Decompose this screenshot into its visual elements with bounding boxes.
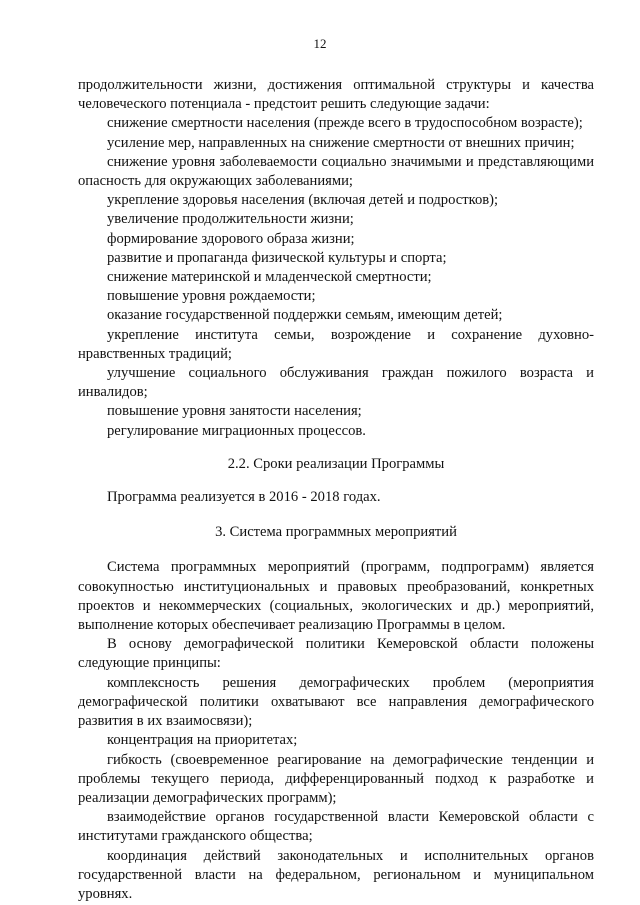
list-item: укрепление здоровья населения (включая детей и подростков); [107, 192, 499, 209]
list-item: оказание государственной поддержки семьям, имеющим детей; [107, 307, 503, 324]
list-item: взаимодействие органов государственной власти Кемеровской области с институтами гражданского общества; [78, 809, 594, 845]
list-item: комплексность решения демографических проблем (мероприятия демографической политики охватывают все направления демографического развития в их взаимосвязи); [78, 674, 594, 730]
list-item: развитие и пропаганда физической культуры и спорта; [107, 249, 447, 266]
section-3-paragraph: Система программных мероприятий (программ, подпрограмм) является совокупностью институциональных и правовых преобразований, конкретных проектов и некоммерческих (социальных, экологических и др.) мероприятий, выполнение которых обеспечивает реализацию Программы в целом. [78, 559, 594, 634]
list-item: улучшение социального обслуживания граждан пожилого возраста и инвалидов; [78, 365, 594, 401]
list-item: координация действий законодательных и исполнительных органов государственной власти на федеральном, региональном и муниципальном уровнях. [78, 847, 594, 902]
list-item: повышение уровня занятости населения; [107, 403, 362, 420]
list-item: снижение уровня заболеваемости социально значимыми и представляющими опасность для окружающих заболеваниями; [78, 153, 594, 190]
list-item: снижение материнской и младенческой смертности; [107, 269, 432, 286]
spacer [78, 507, 594, 523]
list-item: увеличение продолжительности жизни; [107, 211, 354, 228]
intro-paragraph: продолжительности жизни, достижения оптимальной структуры и качества человеческого потенциала - предстоит решить следующие задачи: [78, 77, 594, 113]
list-item: укрепление института семьи, возрождение и сохранение духовно-нравственных традиций; [78, 326, 594, 362]
list-item: снижение смертности населения (прежде всего в трудоспособном возрасте); [107, 115, 583, 132]
list-item: регулирование миграционных процессов. [107, 422, 366, 439]
list-item: повышение уровня рождаемости; [107, 288, 316, 305]
list-item: гибкость (своевременное реагирование на демографические тенденции и проблемы текущего периода, дифференцированный подход к разработке и реализации демографических программ); [78, 751, 594, 806]
spacer [78, 542, 594, 558]
section-2-2-text: Программа реализуется в 2016 - 2018 годах. [107, 489, 381, 506]
list-item: концентрация на приоритетах; [107, 732, 298, 749]
document-body [78, 76, 594, 904]
list-item: формирование здорового образа жизни; [107, 230, 355, 247]
spacer [78, 474, 594, 488]
section-3-paragraph: В основу демографической политики Кемеровской области положены следующие принципы: [78, 636, 594, 672]
spacer [78, 441, 594, 455]
list-item: усиление мер, направленных на снижение смертности от внешних причин; [107, 134, 575, 151]
section-heading-3: 3. Система программных мероприятий [215, 524, 457, 541]
page-number: 12 [313, 36, 327, 51]
section-heading-2-2: 2.2. Сроки реализации Программы [227, 455, 445, 472]
